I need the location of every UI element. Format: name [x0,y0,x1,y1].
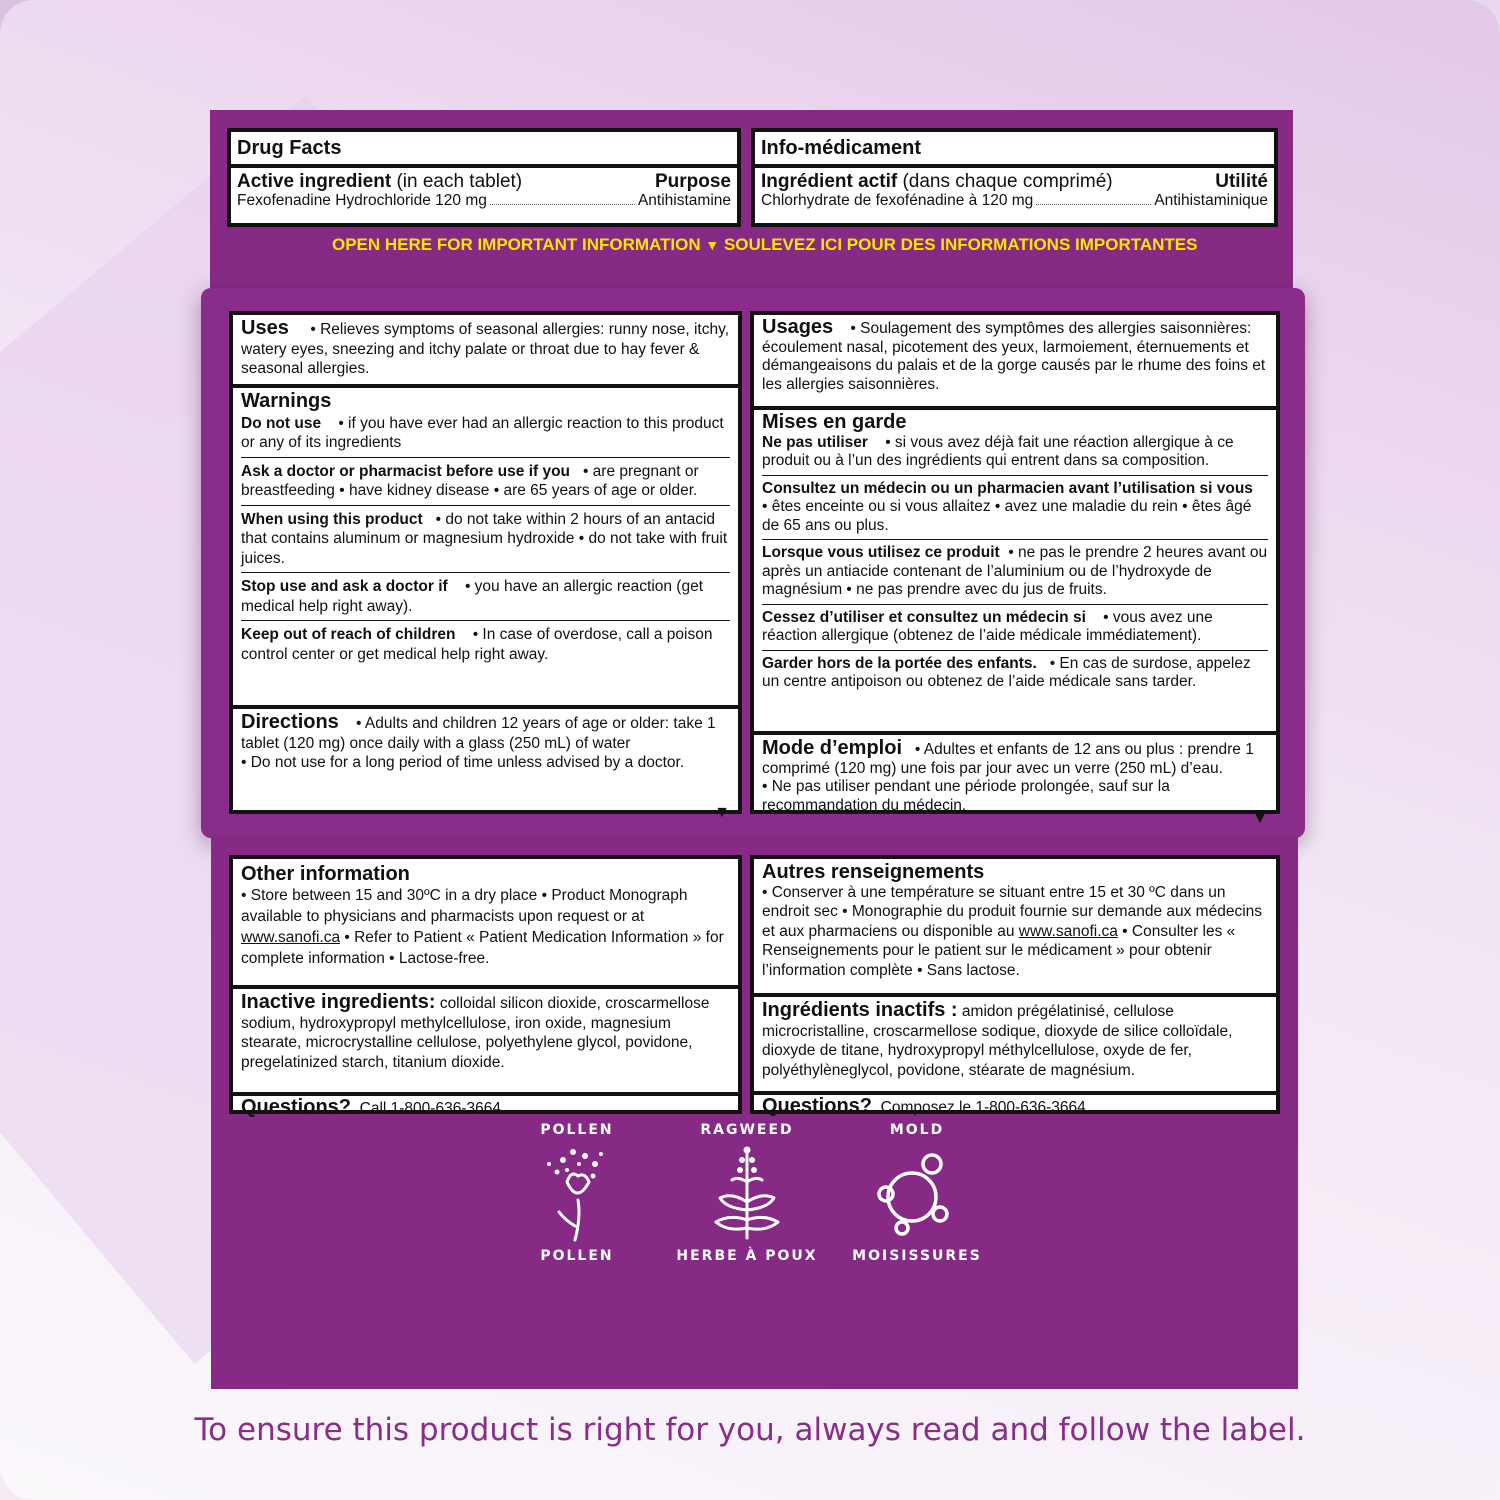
warning-ask-doctor-fr: Consultez un médecin ou un pharmacien avant l’utilisation si vous [762,479,1253,497]
inactive-title: Inactive ingredients: [241,991,436,1013]
directions-text-fr: • Adultes et enfants de 12 ans ou plus : prendre 1 comprimé (120 mg) une fois par jour avec un verre (250 mL) d’eau. [762,741,1254,777]
other-info-box-en [229,855,742,1118]
inactive-title-fr: Ingrédients inactifs : [762,999,958,1021]
other-info-text-fr: • Conserver à une température se situant entre 15 et 30 ºC dans un endroit sec • Monographie du produit fournie sur demande aux médecins et aux pharmaciens ou disponible au [762,883,1263,940]
leader-dots [490,204,635,205]
uses-warnings-box-fr [750,311,1280,827]
directions-title: Directions [241,711,339,733]
questions-title-fr: Questions? [762,1095,873,1117]
warning-keep-out-fr: Garder hors de la portée des enfants. [762,654,1037,672]
warnings-title-fr: Mises en garde [762,411,907,433]
ingredient-value-fr: Chlorhydrate de fexofénadine à 120 mg [761,192,1034,209]
warning-do-not-use: Do not use [241,414,322,432]
warning-ask-doctor-text: • are pregnant or breastfeeding • have kidney disease • are 65 years of age or older. [241,462,699,499]
questions-title: Questions? [241,1096,352,1118]
directions-title-fr: Mode d’emploi [762,737,902,759]
warning-do-not-use-fr: Ne pas utiliser [762,433,868,451]
warning-ask-doctor: Ask a doctor or pharmacist before use if you [241,462,571,480]
inactive-text: colloidal silicon dioxide, croscarmellose sodium, hydroxypropyl methylcellulose, iron oxide, magnesium stearate, microcrystalline cellulose, polyethylene glycol, povidone, pregelatinized starch, titanium dioxide. [241,995,710,1071]
purpose-label: Purpose [654,170,731,192]
inactive-text-fr: amidon prégélatinisé, cellulose microcristalline, croscarmellose sodique, dioxyde de silice colloïdale, dioxyde de titane, hydroxypropyl méthylcellulose, oxyde de fer, polyéthylèneglycol, povidone, stéarate de magnésium. [762,1003,1233,1079]
allergen-ragweed [672,1122,822,1264]
allergen-mold [842,1122,992,1264]
uses-text: • Relieves symptoms of seasonal allergies: runny nose, itchy, watery eyes, sneezing and itchy palate or throat due to hay fever & seasonal allergies. [241,321,730,377]
ingredient-value: Fexofenadine Hydrochloride 120 mg [237,192,487,209]
sanofi-link-fr[interactable]: www.sanofi.ca [1018,922,1118,940]
warning-keep-out: Keep out of reach of children [241,626,456,643]
warning-stop-use-text: • you have an allergic reaction (get medical help right away). [241,578,704,615]
warning-stop-use-fr: Cessez d’utiliser et consultez un médecin si [762,608,1086,626]
open-here-banner[interactable] [332,235,1197,255]
leader-dots-fr [1036,204,1151,205]
warning-when-using-text: • do not take within 2 hours of an antacid that contains aluminum or magnesium hydroxide • do not take with fruit juices. [241,510,728,567]
pollen-flower-icon [537,1142,617,1242]
open-here-fr: SOULEVEZ ICI POUR DES INFORMATIONS IMPORTANTES [723,235,1198,254]
allergen-label-fr: HERBE À POUX [676,1248,818,1264]
warning-when-using-text-fr: • ne pas le prendre 2 heures avant ou après un antiacide contenant de l’aluminium ou de l’hydroxyde de magnésium • ne pas prendre avec du jus de fruits. [762,544,1268,598]
other-info-title-fr: Autres renseignements [762,861,985,883]
warning-keep-out-text-fr: • En cas de surdose, appelez un centre antipoison ou obtenez de l’aide médicale sans tarder. [762,654,1251,690]
allergen-pollen [502,1122,652,1264]
uses-title-fr: Usages [762,316,834,338]
questions-phone: Call 1-800-636-3664 [359,1100,501,1117]
questions-phone-fr: Composez le 1-800-636-3664 [880,1099,1086,1116]
drug-facts-title: Drug Facts [237,137,342,159]
mold-spores-icon [872,1142,962,1242]
active-ingredient-sub: (in each tablet) [396,170,523,192]
active-ingredient-sub-fr: (dans chaque comprimé) [902,170,1113,192]
purpose-value-fr: Antihistaminique [1154,192,1268,209]
directions-text-2-fr: • Ne pas utiliser pendant une période prolongée, sauf sur la recommandation du médecin. [762,778,1170,814]
uses-text-fr: • Soulagement des symptômes des allergies saisonnières: écoulement nasal, picotement des yeux, larmoiement, éternuements et démangeaisons du palais et de la gorge causés par le rhume des foins et les allergies saisonnières. [762,320,1266,393]
warning-do-not-use-text: • if you have ever had an allergic reaction to this product or any of its ingredients [241,414,724,451]
purpose-value: Antihistamine [637,192,731,209]
open-here-en: OPEN HERE FOR IMPORTANT INFORMATION [332,235,701,254]
continue-arrow-icon-fr: ▼ [1252,809,1268,827]
warning-stop-use-text-fr: • vous avez une réaction allergique (obtenez de l’aide médicale immédiatement). [762,608,1213,644]
active-ingredient-label: Active ingredient [237,170,392,192]
continue-arrow-icon: ▼ [714,803,730,821]
warning-when-using-fr: Lorsque vous utilisez ce produit [762,544,1000,561]
allergen-label-fr: POLLEN [540,1248,614,1264]
allergen-label-en: MOLD [889,1122,945,1138]
other-info-text-2: • Refer to Patient « Patient Medication Information » for complete information • Lactose-free. [241,929,724,967]
active-ingredient-label-fr: Ingrédient actif [761,170,898,192]
down-arrow-icon: ▼ [705,237,720,253]
allergen-label-fr: MOISISSURES [852,1248,982,1264]
warning-ask-doctor-text-fr: • êtes enceinte ou si vous allaitez • avez une maladie du rein • êtes âgé de 65 ans ou plus. [762,498,1252,534]
sanofi-link[interactable]: www.sanofi.ca [241,929,341,946]
ragweed-plant-icon [702,1142,792,1242]
other-info-box-fr [750,855,1280,1117]
uses-title: Uses [241,317,289,339]
directions-text: • Adults and children 12 years of age or older: take 1 tablet (120 mg) once daily with a glass (250 mL) of water [241,715,716,752]
warning-keep-out-text: • In case of overdose, call a poison control center or get medical help right away. [241,626,713,663]
uses-warnings-box-en [229,311,742,821]
drug-facts-title-fr: Info-médicament [761,137,922,159]
warning-stop-use: Stop use and ask a doctor if [241,578,448,595]
other-info-title: Other information [241,863,410,885]
label-reminder-caption: To ensure this product is right for you, always read and follow the label. [194,1412,1306,1448]
allergen-label-en: RAGWEED [700,1122,794,1138]
warnings-title: Warnings [241,390,332,412]
warning-when-using: When using this product [241,510,423,528]
other-info-text-2-fr: • Consulter les « Renseignements pour le patient sur le médicament » pour obtenir l’information complète • Sans lactose. [762,922,1236,979]
other-info-text: • Store between 15 and 30ºC in a dry place • Product Monograph available to physicians and pharmacists upon request or at [241,887,688,925]
allergen-label-en: POLLEN [540,1122,614,1138]
purpose-label-fr: Utilité [1215,170,1268,192]
drug-facts-box-fr [751,128,1278,227]
warning-do-not-use-text-fr: • si vous avez déjà fait une réaction allergique à ce produit ou à l’un des ingrédients qui entrent dans sa composition. [762,433,1234,469]
drug-facts-box-en [227,128,741,227]
directions-text-2: • Do not use for a long period of time unless advised by a doctor. [241,754,685,771]
